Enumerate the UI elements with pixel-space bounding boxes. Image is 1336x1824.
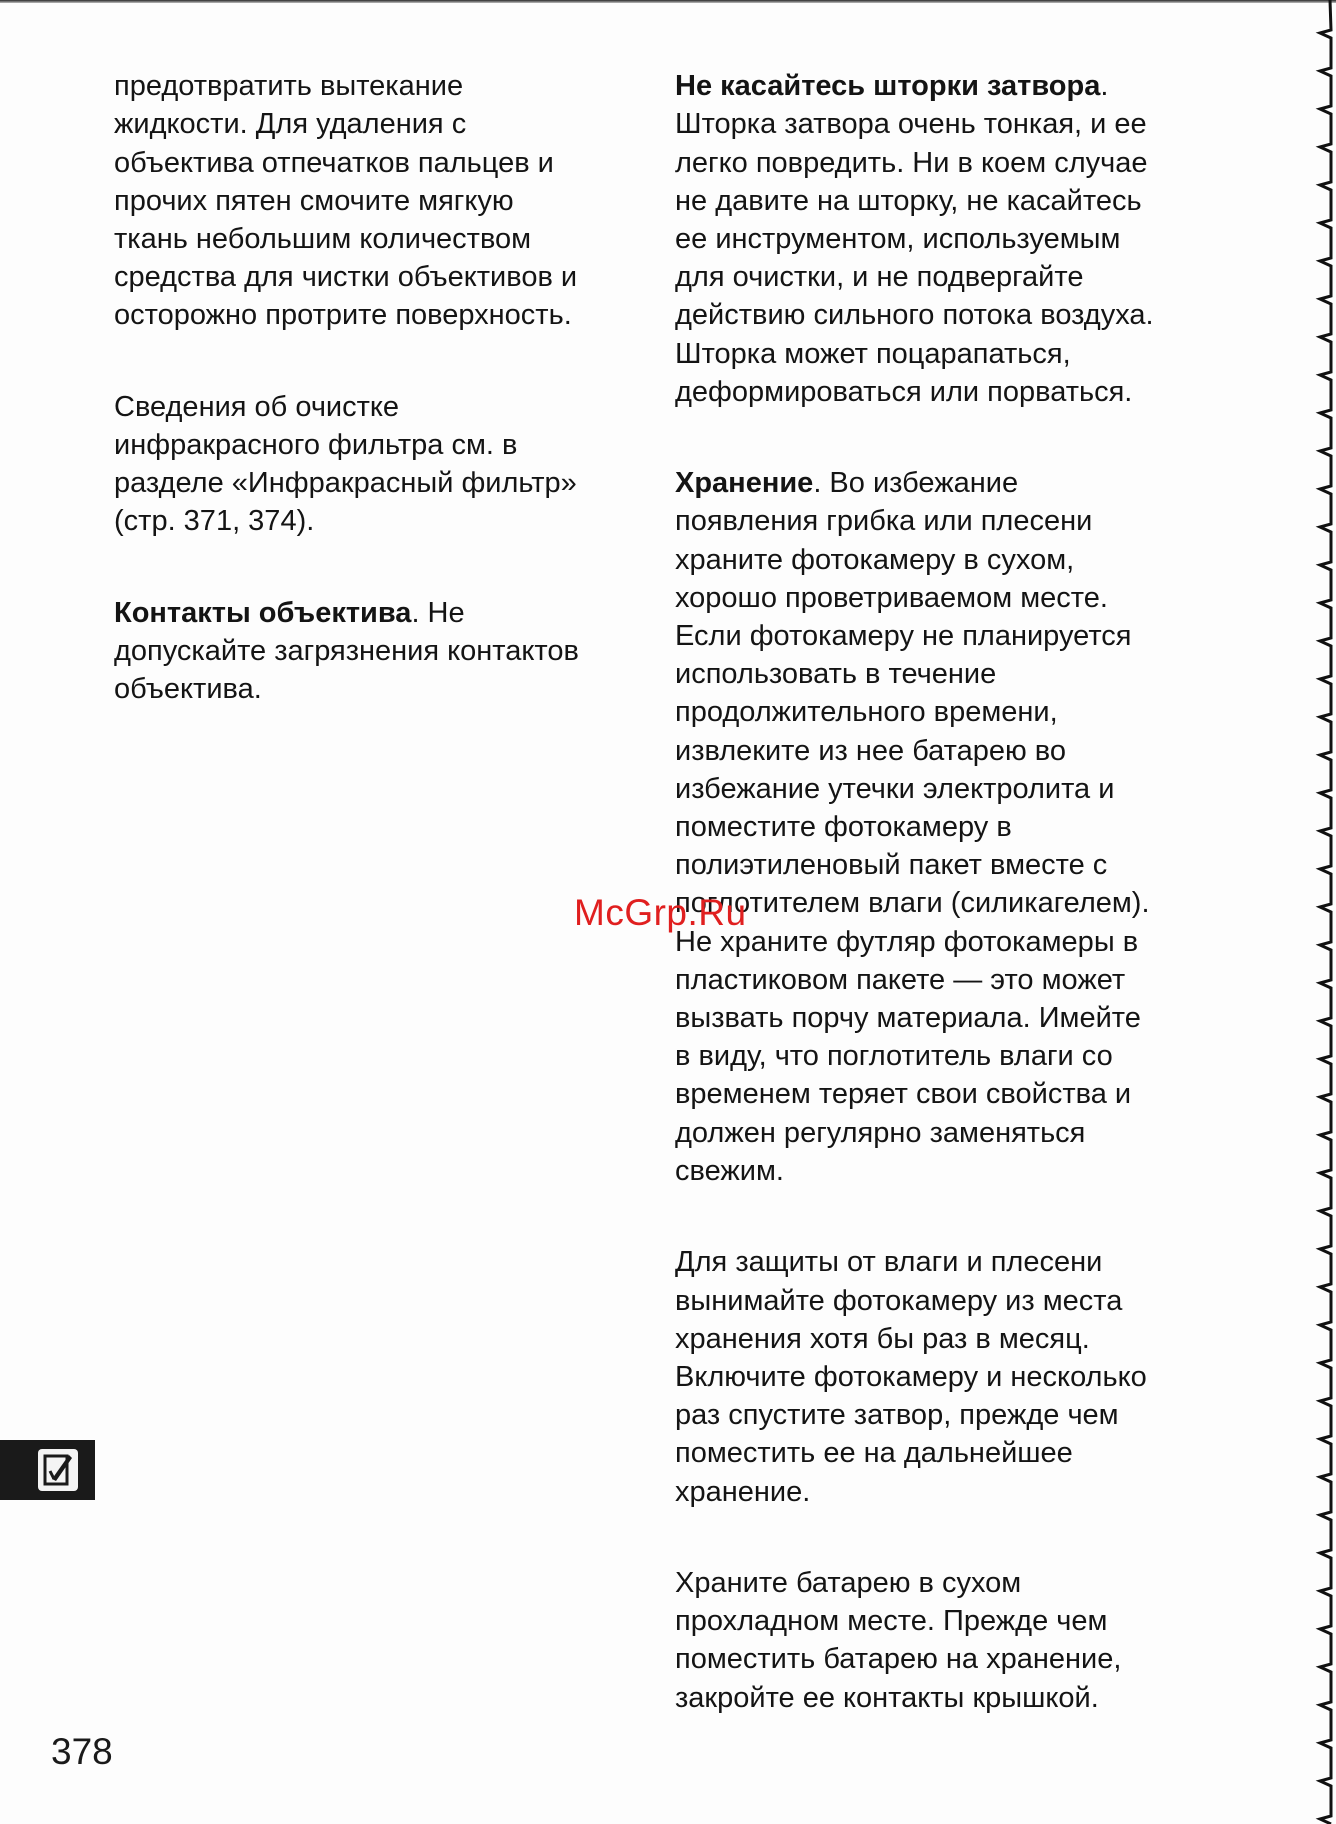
- binding-edge: [1314, 0, 1336, 1824]
- notes-icon: [38, 1449, 78, 1491]
- page-number: 378: [51, 1731, 113, 1772]
- paragraph: [675, 1205, 1215, 1511]
- paragraph-text: Сведения об очистке инфракрасного фильтра см. в разделе «Инфракрасный фильтр» (стр. 371, 374).: [114, 390, 577, 538]
- paragraph-text: Храните батарею в сухом прохладном месте. Прежде чем поместить батарею на хранение, закройте ее контакты крышкой.: [675, 1566, 1122, 1714]
- paragraph-heading: Контакты объектива: [114, 596, 412, 629]
- paragraph-text: предотвратить вытекание жидкости. Для удаления с объектива отпечатков пальцев и прочих пятен смочите мягкую ткань небольшим количеством средства для чистки объективов и осторожно протрите поверхность.: [114, 70, 578, 332]
- scan-top-edge: [0, 0, 1336, 3]
- paragraph: [114, 350, 634, 541]
- paragraph-heading: Не касайтесь шторки затвора: [675, 70, 1101, 103]
- paragraph-text: . Во избежание появления грибка или плесени храните фотокамеру в сухом, хорошо проветриваемом месте. Если фотокамеру не планируется использовать в течение продолжительного времени, извлеките из нее батарею во избежание утечки электролита и поместите фотокамеру в полиэтиленовый пакет вместе с поглотителем влаги (силикагелем). Не храните футляр фотокамеры в пластиковом пакете — это может вызвать порчу материала. Имейте в виду, что поглотитель влаги со временем теряет свои свойства и должен регулярно заменяться свежим.: [675, 467, 1150, 1187]
- right-text-column: [675, 29, 1215, 1732]
- paragraph-text: Для защиты от влаги и плесени вынимайте фотокамеру из места хранения хотя бы раз в месяц. Включите фотокамеру и несколько раз спустите затвор, прежде чем поместить ее на дальнейшее хранение.: [675, 1246, 1147, 1508]
- paragraph: [675, 426, 1215, 1190]
- paragraph-text: . Шторка затвора очень тонкая, и ее легко повредить. Ни в коем случае не давите на шторку, не касайтесь ее инструментом, используемым для очистки, и не подвергайте действию сильного потока воздуха. Шторка может поцарапаться, деформироваться или порваться.: [675, 70, 1154, 408]
- paragraph-heading: Хранение: [675, 467, 814, 500]
- paragraph: [675, 1526, 1215, 1717]
- paragraph: [114, 29, 634, 335]
- paragraph: [114, 556, 634, 709]
- paragraph-text: . Не допускайте загрязнения контактов объектива.: [114, 596, 579, 706]
- paragraph: [675, 29, 1215, 411]
- watermark: McGrp.Ru: [574, 892, 747, 933]
- left-text-column: [114, 29, 634, 723]
